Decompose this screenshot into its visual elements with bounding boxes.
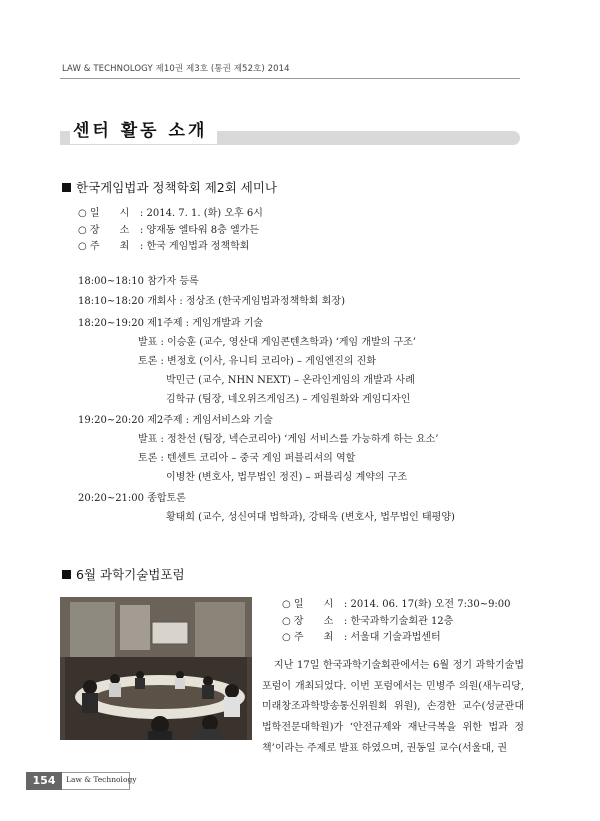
section1-heading-text: 한국게임법과 정책학회 제2회 세미나 [76, 180, 277, 195]
program-text: 발표 : 정찬선 (팀장, 넥슨코리아) ‘게임 서비스를 가능하게 하는 요소’ [138, 434, 439, 445]
program-text: 개회사 : 정상조 (한국게임법과정책학회 회장) [147, 296, 345, 307]
program-time: 18:20~19:20 [78, 318, 145, 329]
program-line [138, 430, 438, 445]
program-time: 20:20~21:00 [78, 493, 145, 504]
info-row: ○ 주 최 : 서울대 기술과법센터 [282, 630, 511, 647]
info-row: ○ 일 시 : 2014. 7. 1. (화) 오후 6시 [78, 206, 263, 223]
section2-heading-text: 6월 과학기술법포럼 [76, 567, 185, 582]
program-text: 종합토론 [147, 493, 186, 504]
program-line [78, 292, 345, 307]
info-value: 한국과학기술회관 12층 [350, 615, 454, 627]
info-value: 한국 게임법과 정책학회 [146, 241, 250, 252]
banner-title: 센터 활동 소개 [70, 118, 217, 144]
square-bullet-icon [62, 183, 71, 192]
seminar-photo [60, 597, 252, 740]
program-time: 18:10~18:20 [78, 296, 145, 307]
info-row: ○ 주 최 : 한국 게임법과 정책학회 [78, 239, 263, 256]
info-row: ○ 장 소 : 양재동 엘타워 8층 엘가든 [78, 223, 263, 240]
circle-bullet-icon: ○ [78, 224, 87, 236]
program-line [78, 411, 273, 426]
program-line [78, 489, 186, 504]
program-time: 19:20~20:20 [78, 415, 145, 426]
info-key: 장 소 [293, 615, 334, 627]
circle-bullet-icon: ○ [282, 615, 291, 627]
program-line [166, 508, 455, 523]
info-key: 주 최 [89, 241, 130, 252]
section2-heading [62, 565, 185, 583]
forum-paragraph: 지난 17일 한국과학기술회관에서는 6월 정기 과학기술법포럼이 개최되었다. 이번 포럼에서는 민병주 의원(새누리당, 미래창조과학방송통신위원회 위원), 손경한 교수(성균관대 법학전문대학원)가 ‘안전규제와 재난극복을 위한 법과 정책’이라는 주제로 발표 하였으며, 권동일 교수(서울대, 권 [262, 660, 524, 754]
square-bullet-icon [62, 570, 71, 579]
program-line [78, 272, 199, 287]
info-value: 2014. 7. 1. (화) 오후 6시 [146, 208, 263, 219]
program-line [78, 314, 263, 329]
running-header: LAW & TECHNOLOGY 제10권 제3호 (통권 제52호) 2014 [62, 64, 290, 74]
circle-bullet-icon: ○ [78, 241, 87, 252]
info-key: 일 시 [89, 208, 130, 219]
program-text: 황태희 (교수, 성신여대 법학과), 강태욱 (변호사, 법무법인 태평양) [166, 512, 455, 523]
info-value: 양재동 엘타워 8층 엘가든 [146, 224, 259, 236]
program-line [138, 352, 376, 367]
info-row: ○ 일 시 : 2014. 06. 17(화) 오전 7:30~9:00 [282, 597, 511, 614]
program-text: 이병찬 (변호사, 법무법인 정진) – 퍼블리싱 계약의 구조 [166, 472, 408, 483]
program-line [166, 468, 407, 483]
program-text: 박민근 (교수, NHN NEXT) – 온라인게임의 개발과 사례 [166, 375, 415, 386]
section1-heading [62, 178, 277, 196]
header-rule [60, 78, 520, 79]
program-text: 발표 : 이승훈 (교수, 영산대 게임콘텐츠학과) ‘게임 개발의 구조’ [138, 337, 416, 348]
info-key: 주 최 [293, 632, 334, 643]
section1-info [78, 206, 263, 256]
program-line [166, 390, 410, 405]
program-time: 18:00~18:10 [78, 276, 145, 287]
conference-room-image [60, 597, 252, 740]
program-text: 토론 : 텐센트 코리아 – 중국 게임 퍼블리셔의 역할 [138, 453, 356, 464]
section2-info [282, 597, 511, 647]
info-row: ○ 장 소 : 한국과학기술회관 12층 [282, 614, 511, 631]
circle-bullet-icon: ○ [282, 632, 291, 643]
program-text: 토론 : 변정호 (이사, 유니티 코리아) – 게임엔진의 진화 [138, 356, 376, 367]
program-text: 제2주제 : 게임서비스와 기술 [147, 415, 273, 426]
info-value: 서울대 기술과법센터 [350, 632, 441, 643]
info-value: 2014. 06. 17(화) 오전 7:30~9:00 [350, 599, 511, 610]
program-line [166, 371, 415, 386]
info-key: 일 시 [293, 599, 334, 610]
program-text: 참가자 등록 [147, 276, 199, 287]
program-line [138, 449, 355, 464]
footer-journal-name: Law & Technology [66, 775, 137, 784]
circle-bullet-icon: ○ [78, 208, 87, 219]
program-text: 제1주제 : 게임개발과 기술 [147, 318, 264, 329]
info-key: 장 소 [89, 224, 130, 236]
circle-bullet-icon: ○ [282, 599, 291, 610]
page-number: 154 [26, 772, 62, 790]
program-line [138, 333, 416, 348]
program-text: 김학규 (팀장, 네오위즈게임즈) – 게임원화와 게임디자인 [166, 394, 411, 405]
